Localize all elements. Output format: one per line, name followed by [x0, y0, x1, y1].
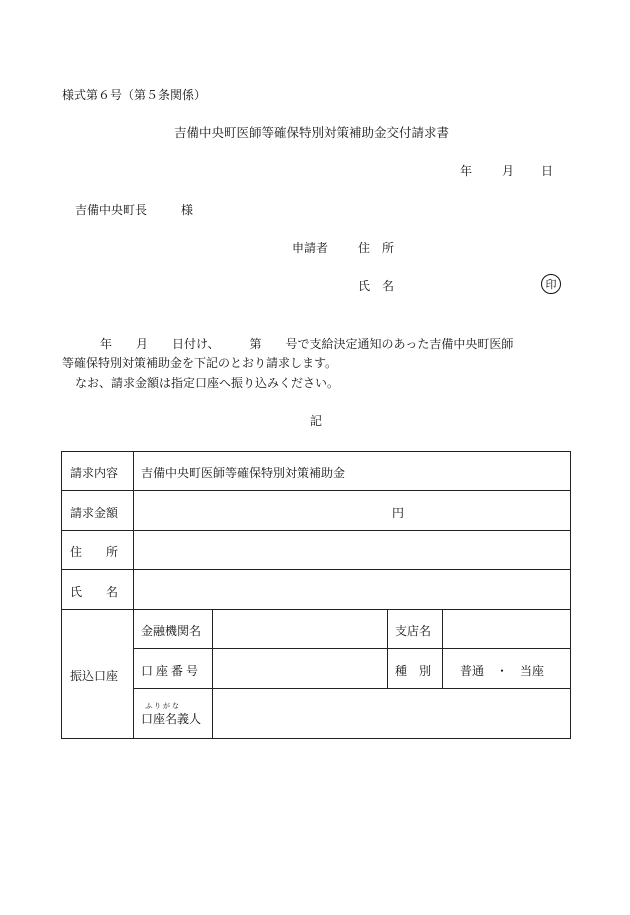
addressee-name: 吉備中央町長: [75, 203, 148, 217]
account-type-options: 普通 ・ 当座: [460, 664, 545, 678]
bank-name-label: 金融機関名: [141, 624, 202, 638]
document-title: 吉備中央町医師等確保特別対策補助金交付請求書: [174, 125, 450, 140]
row-request-amount-label: 請求金額: [70, 506, 119, 520]
addressee-honorific: 様: [181, 203, 194, 217]
row-request-amount-unit: 円: [392, 506, 405, 520]
holder-ruby: ふりがな: [145, 702, 181, 710]
date-month: 月: [502, 164, 515, 178]
ki-label: 記: [310, 414, 323, 428]
seal-icon: 印: [541, 274, 561, 294]
branch-name-label: 支店名: [395, 624, 432, 638]
date-year: 年: [460, 164, 473, 178]
row-name-label: 氏 名: [70, 585, 119, 599]
row-request-content-label: 請求内容: [70, 466, 119, 480]
date-day: 日: [541, 164, 554, 178]
body-line-3: なお、請求金額は指定口座へ振り込みください。: [75, 376, 340, 390]
account-number-label: 口座番号: [141, 664, 202, 678]
body-line-2: 等確保特別対策補助金を下記のとおり請求します。: [62, 356, 338, 370]
account-holder-label: 口座名義人: [141, 712, 202, 726]
applicant-name-label: 氏 名: [358, 279, 395, 293]
bank-account-label: 振込口座: [70, 669, 119, 683]
form-number-label: 様式第６号（第５条関係）: [62, 88, 207, 102]
body-line-1: 年 月 日付け、 第 号で支給決定通知のあった吉備中央町医師: [100, 337, 514, 351]
row-request-content-value: 吉備中央町医師等確保特別対策補助金: [141, 466, 346, 480]
account-type-label: 種 別: [395, 664, 432, 678]
row-address-label: 住 所: [70, 545, 119, 559]
applicant-address-label: 住 所: [358, 241, 395, 255]
applicant-label: 申請者: [292, 241, 329, 255]
